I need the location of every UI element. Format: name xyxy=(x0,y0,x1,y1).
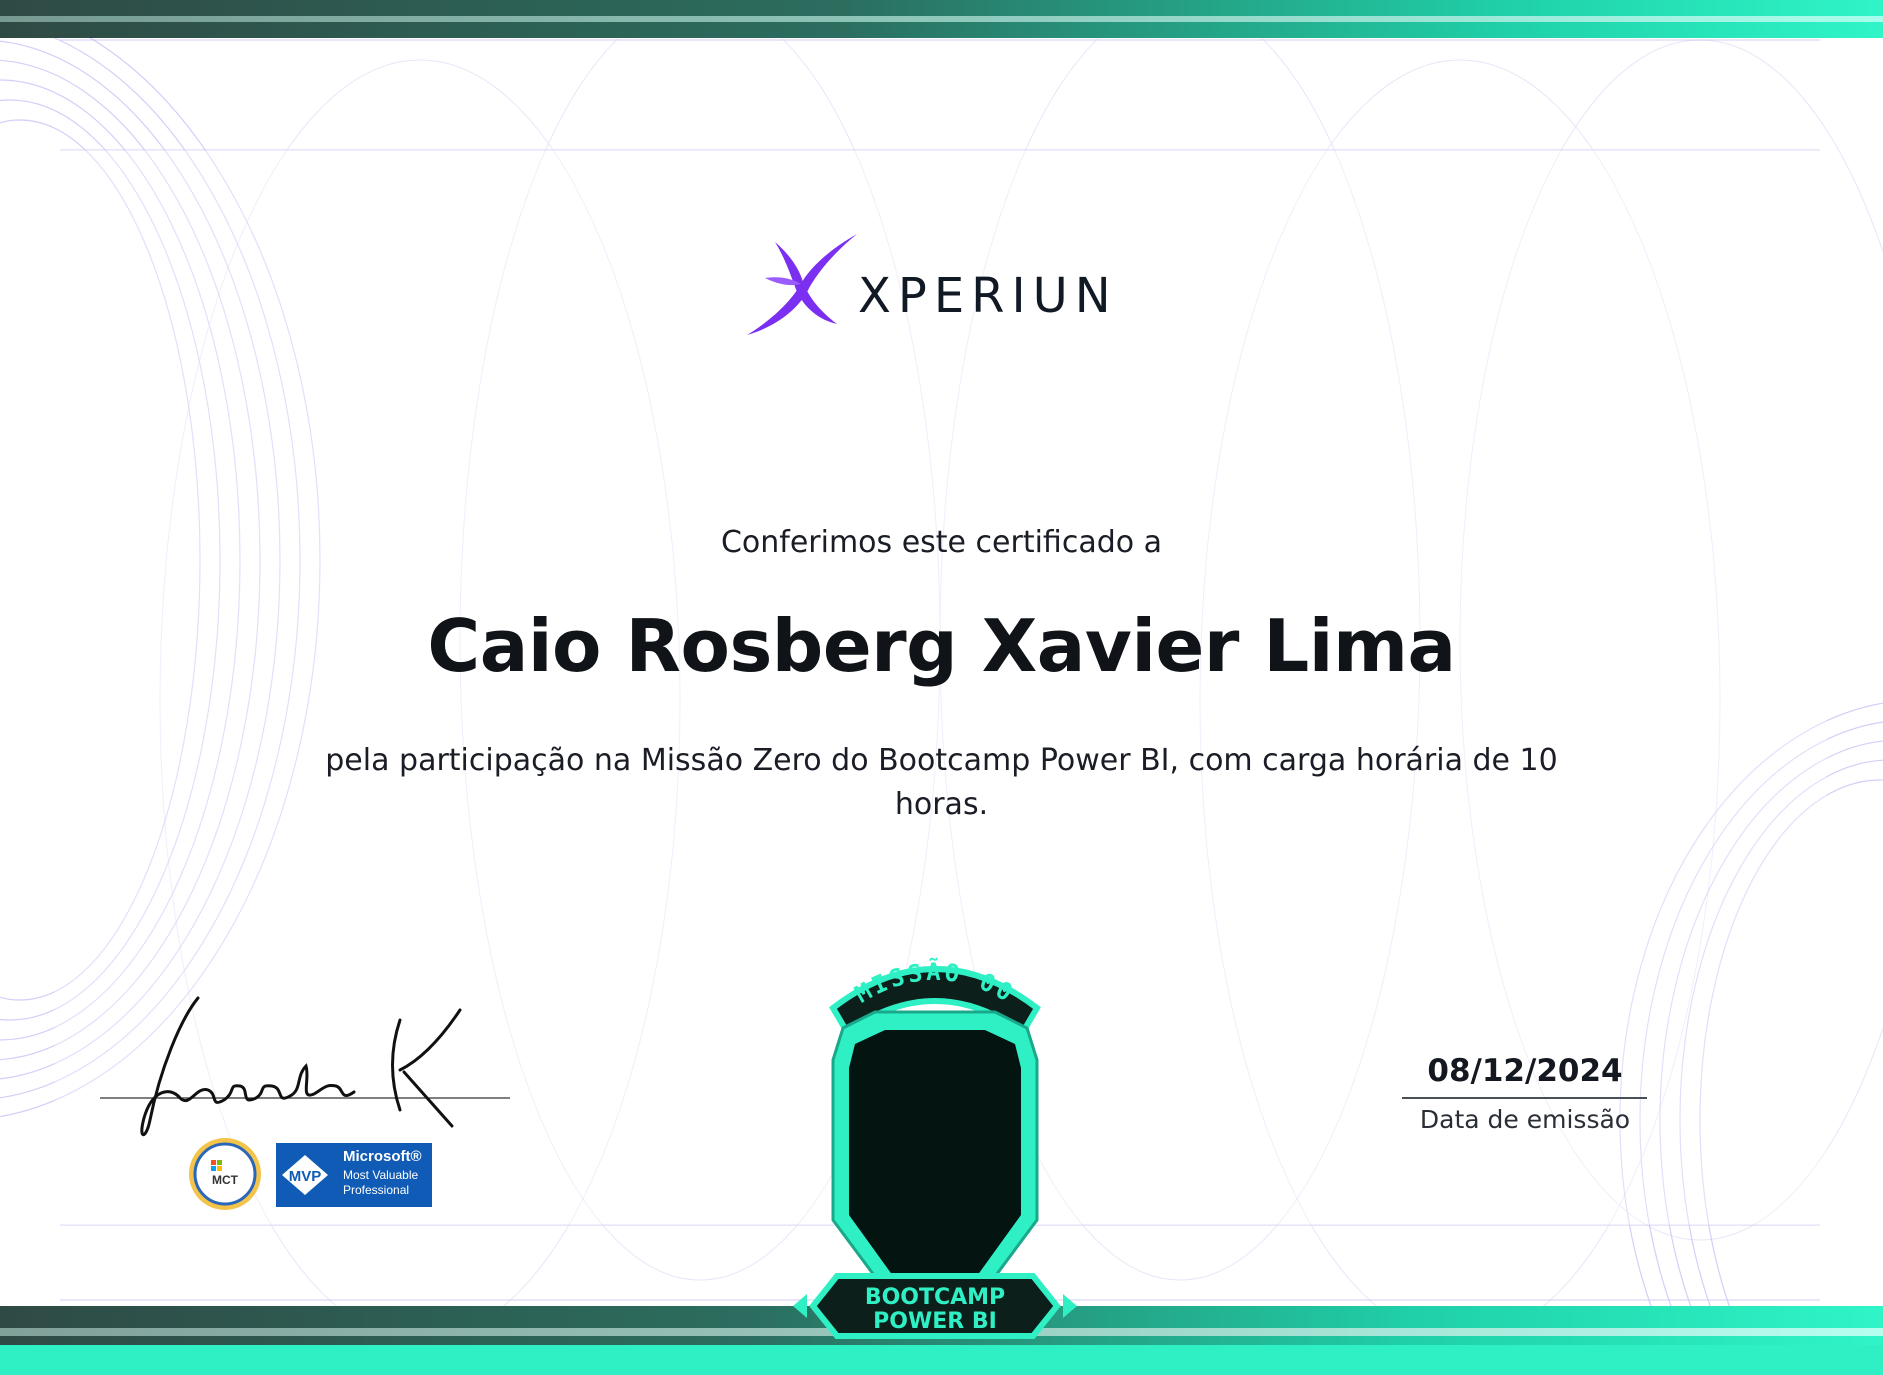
recipient-name: Caio Rosberg Xavier Lima xyxy=(427,604,1456,688)
date-divider xyxy=(1402,1097,1647,1099)
mission-emblem xyxy=(785,920,1085,1350)
mvp-line-2: Most Valuable xyxy=(343,1168,419,1182)
issue-date: 08/12/2024 xyxy=(1427,1053,1623,1089)
mct-label: MCT xyxy=(212,1173,238,1187)
brand-wordmark xyxy=(858,268,1118,324)
issue-date-label: Data de emissão xyxy=(1419,1105,1631,1134)
mvp-badge xyxy=(276,1143,432,1207)
mvp-logo-text: MVP xyxy=(288,1168,322,1185)
brand-logo xyxy=(745,232,1145,342)
emblem-bottom-line-2: POWER BI xyxy=(873,1309,997,1334)
emblem-bottom-line-1: BOOTCAMP xyxy=(864,1285,1006,1310)
mct-badge-icon xyxy=(187,1136,263,1212)
mvp-diamond-icon xyxy=(282,1155,328,1195)
emblem-top-text: MISSÃO 00 xyxy=(850,958,1020,1009)
mvp-line-3: Professional xyxy=(343,1183,410,1197)
brand-name: XPERIUN xyxy=(858,268,1118,324)
certificate-intro: Conferimos este certificado a xyxy=(720,525,1163,560)
certificate-description: pela participação na Missão Zero do Bootcamp Power BI, com carga horária de 10 horas. xyxy=(325,743,1558,822)
xperiun-x-icon xyxy=(745,232,860,337)
mvp-microsoft: Microsoft® xyxy=(343,1148,422,1165)
top-band-highlight xyxy=(0,16,1883,22)
signature-icon xyxy=(100,990,520,1150)
